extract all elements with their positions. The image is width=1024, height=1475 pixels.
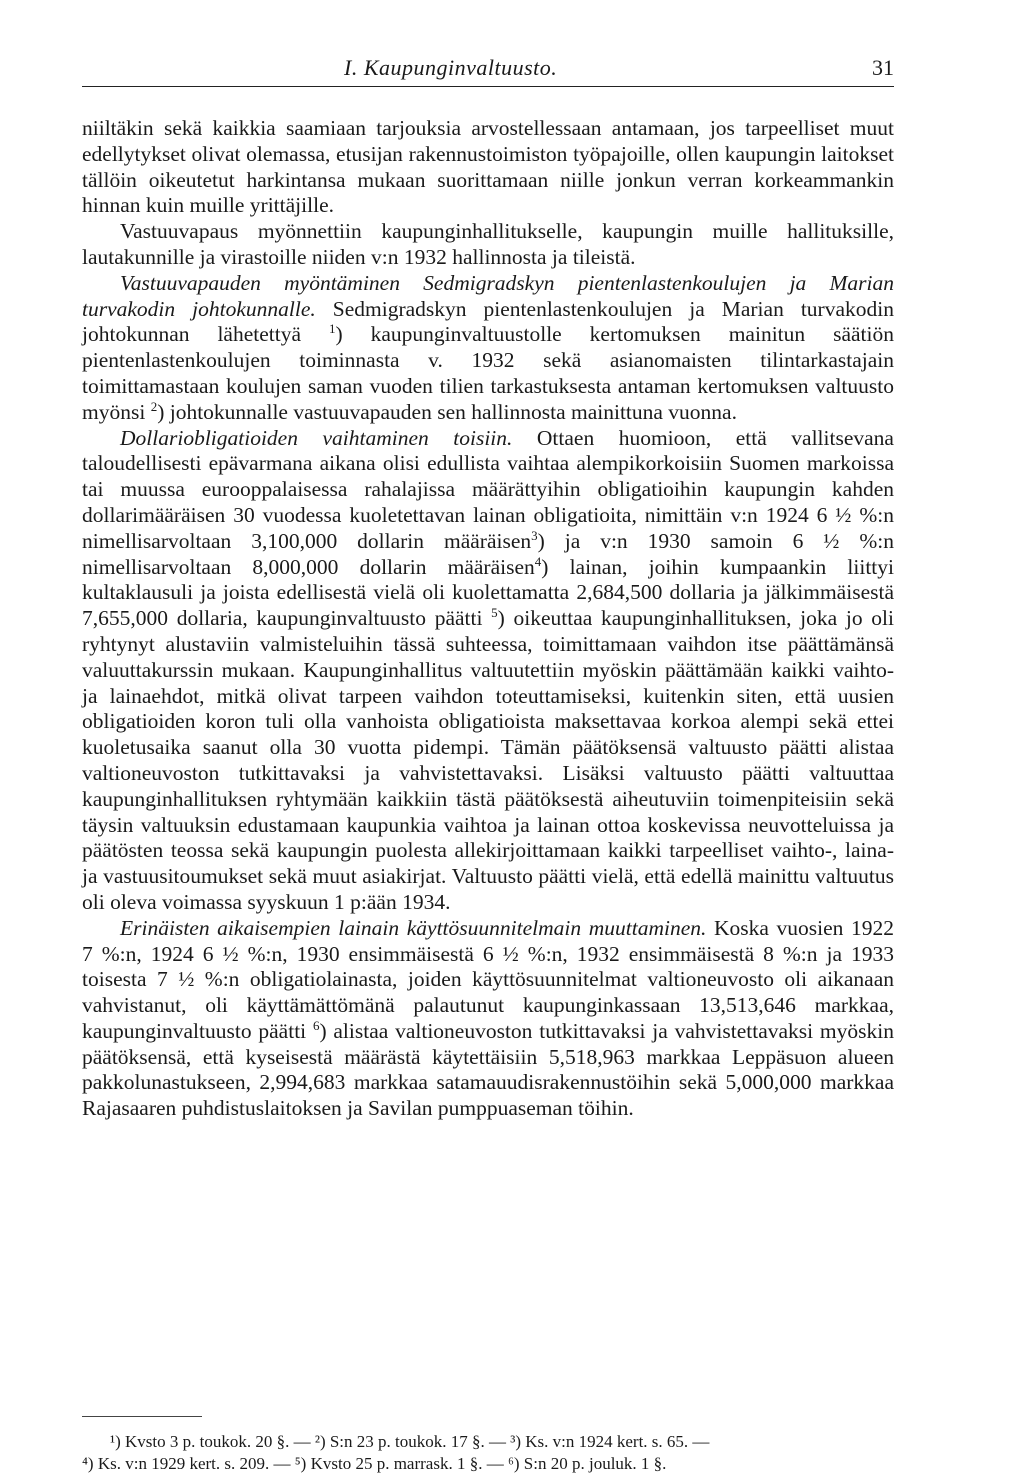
footnotes: [82, 1431, 894, 1475]
section-title: Vastuuvapauden myöntäminen Sedmigradskyn pientenlastenkoulujen ja Marian turvakodin johtokunnalle.: [82, 270, 894, 321]
page-header: [82, 55, 894, 85]
document-page: [82, 0, 894, 1473]
paragraph-dollar-bonds: Dollariobligatioiden vaihtaminen toisiin. Ottaen huomioon, että vallitsevana taloudellisesti epävarmana aikana olisi edullista vaihtaa alempikorkoisiin Suomen markoissa tai muussa eurooppalaisessa rahalajissa määrättyihin obligatioihin kaupungin kahden dollarimääräisen 30 vuodessa kuoletettavan lainan obligatioita, nimittäin v:n 1924 6 ½ %:n nimellisarvoltaan 3,100,000 dollarin määräisen$^3$) ja v:n 1930 samoin 6 ½ %:n nimellisarvoltaan 8,000,000 dollarin määräisen$^4$) lainan, joihin kumpaankin liittyi kultaklausuli ja joista edellisestä vielä oli kuolettamatta 2,684,500 dollaria ja jälkimmäisestä 7,655,000 dollaria, kaupunginvaltuusto päätti $^5$) oikeuttaa kaupunginhallituksen, joka jo oli ryhtynyt alustaviin valmisteluihin tässä suhteessa, toimittamaan vaihdon itse päättämänsä valuuttakurssin mukaan. Kaupunginhallitus valtuutettiin myöskin päättämään kaikki vaihto- ja lainaehdot, mitkä olivat tarpeen vaihdon toteuttamiseksi, kuitenkin siten, että uusien obligatioiden koron tuli olla vanhoista obligatioista maksettavaa korkoa alempi sekä ettei kuoletusaika saanut olla 30 vuotta pidempi. Tämän päätöksensä valtuusto päätti alistaa valtioneuvoston tutkittavaksi ja vahvistettavaksi. Lisäksi valtuusto päätti valtuuttaa kaupunginhallituksen ryhtymään kaikkiin tästä päätöksestä aiheutuviin toimenpiteisiin sekä täysin valtuuksin edustamaan kaupunkia vaihtoa ja lainan ottoa koskevissa neuvotteluissa ja päätösten teossa sekä kaupungin puolesta allekirjoittamaan kaikki tarpeelliset vaihto-, laina- ja vastuusitoumukset sekä muut asiakirjat. Valtuusto päätti vielä, että edellä mainittu valtuutus oli oleva voimassa syyskuun 1 p:ään 1934.: [82, 425, 895, 914]
footnote-line: ⁴) Ks. v:n 1929 kert. s. 209. — ⁵) Kvsto 25 p. marrask. 1 §. — ⁶) S:n 20 p. jouluk. 1 §.: [82, 1454, 667, 1473]
paragraph-loan-plans: Erinäisten aikaisempien lainain käyttösuunnitelmain muuttaminen. Koska vuosien 1922 7 %:n, 1924 6 ½ %:n, 1930 ensimmäisestä 6 ½ %:n, 1932 ensimmäisestä 8 %:n ja 1933 toisesta 7 ½ %:n obligatiolainasta, joiden käyttösuunnitelmat valtioneuvosto oli aikanaan vahvistanut, oli käyttämättömänä palautunut kaupunginkassaan 13,513,646 markkaa, kaupunginvaltuusto päätti $^6$) alistaa valtioneuvoston tutkittavaksi ja vahvistettavaksi myöskin päätöksensä, että kyseisestä määrästä käytettäisiin 5,518,963 markkaa Leppäsuon alueen pakkolunastukseen, 2,994,683 markkaa satamauudisrakennustöihin sekä 5,000,000 markkaa Rajasaaren puhdistuslaitoksen ja Savilan pumppuaseman töihin.: [82, 915, 894, 1121]
footnote-ref: 2: [150, 398, 158, 414]
page-number: 31: [872, 55, 894, 80]
footnote-ref: 6: [312, 1017, 320, 1033]
footnote-ref: 1: [329, 321, 336, 337]
footnote-ref: 4: [534, 553, 542, 569]
header-rule: [82, 86, 894, 87]
section-title: Dollariobligatioiden vaihtaminen toisiin.: [120, 425, 513, 450]
paragraph-vastuuvapaus: Vastuuvapaus myönnettiin kaupunginhallitukselle, kaupungin muille hallituksille, lautakunnille ja virastoille niiden v:n 1932 hallinnosta ja tileistä.: [82, 219, 894, 269]
section-title: Erinäisten aikaisempien lainain käyttösuunnitelmain muuttaminen.: [120, 915, 707, 940]
running-head: I. Kaupunginvaltuusto.: [344, 55, 558, 80]
footnote-rule: [82, 1416, 202, 1417]
paragraph-continuation: niiltäkin sekä kaikkia saamiaan tarjouksia arvostellessaan antamaan, jos tarpeelliset muut edellytykset olivat olemassa, etusijan rakennustoimiston työpajoille, ollen kaupungin laitokset tällöin oikeutetut harkintansa mukaan suorittamaan niille jonkun verran korkeammankin hinnan kuin muille yrittäjille.: [82, 116, 894, 218]
footnote-line: ¹) Kvsto 3 p. toukok. 20 §. — ²) S:n 23 p. toukok. 17 §. — ³) Ks. v:n 1924 kert. s. 65. —: [110, 1432, 710, 1451]
footnote-ref: 5: [491, 605, 498, 621]
paragraph-sedmigradsky: Vastuuvapauden myöntäminen Sedmigradskyn pientenlastenkoulujen ja Marian turvakodin johtokunnalle. Sedmigradskyn pientenlastenkoulujen ja Marian turvakodin johtokunnan lähetettyä $^1$) kaupunginvaltuustolle kertomuksen mainitun säätiön pientenlastenkoulujen toiminnasta v. 1932 sekä asianomaisten tilintarkastajain toimittamastaan koulujen saman vuoden tilien tarkastuksesta antaman kertomuksen valtuusto myönsi $^2$) johtokunnalle vastuuvapauden sen hallinnosta mainittuna vuonna.: [82, 270, 895, 424]
body-text: [82, 116, 894, 1122]
footnote-ref: 3: [531, 527, 538, 543]
